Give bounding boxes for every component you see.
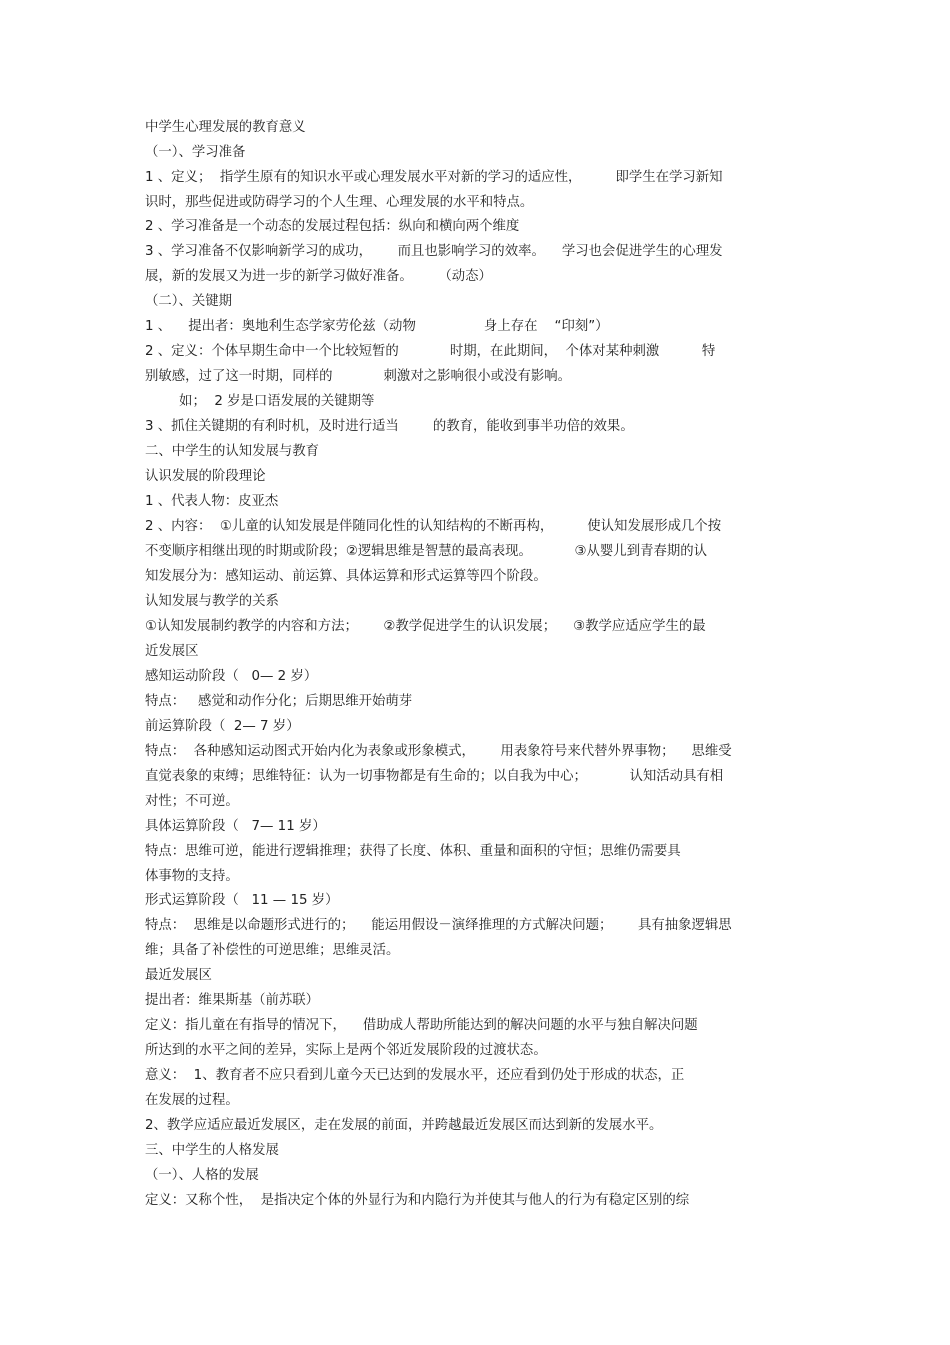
- text-line: 1 、代表人物：皮亚杰: [145, 494, 279, 509]
- text-line: 直觉表象的束缚；思维特征：认为一切事物都是有生命的；以自我为中心； 认知活动具有相: [145, 769, 724, 784]
- text-line: 维；具备了补偿性的可逆思维；思维灵活。: [145, 943, 400, 958]
- text-line: 定义：指儿童在有指导的情况下， 借助成人帮助所能达到的解决问题的水平与独自解决问题: [145, 1018, 698, 1033]
- section-heading: （一）、学习准备: [145, 145, 246, 160]
- text-line: 在发展的过程。: [145, 1093, 239, 1108]
- text-line: 不变顺序相继出现的时期或阶段；②逻辑思维是智慧的最高表现。 ③从婴儿到青春期的认: [145, 544, 708, 559]
- text-line: 定义：又称个性， 是指决定个体的外显行为和内隐行为并使其与他人的行为有稳定区别的综: [145, 1193, 690, 1208]
- text-line: 近发展区: [145, 644, 199, 659]
- subheading: 感知运动阶段（ 0— 2 岁）: [145, 669, 318, 684]
- text-line: 1 、定义； 指学生原有的知识水平或心理发展水平对新的学习的适应性， 即学生在学习新知: [145, 170, 723, 185]
- text-line: 特点： 感觉和动作分化；后期思维开始萌芽: [145, 694, 413, 709]
- section-heading: 二、中学生的认知发展与教育: [145, 444, 320, 459]
- text-line: 2、教学应适应最近发展区，走在发展的前面，并跨越最近发展区而达到新的发展水平。: [145, 1118, 663, 1133]
- text-line: 意义： 1、教育者不应只看到儿童今天已达到的发展水平，还应看到仍处于形成的状态，正: [145, 1068, 685, 1083]
- doc-title: 中学生心理发展的教育意义: [145, 120, 306, 135]
- subheading: 具体运算阶段（ 7— 11 岁）: [145, 819, 326, 834]
- text-line: 特点： 思维是以命题形式进行的； 能运用假设－演绎推理的方式解决问题； 具有抽象逻辑思: [145, 918, 732, 933]
- section-heading: （一）、人格的发展: [145, 1168, 259, 1183]
- text-line: 展，新的发展又为进一步的新学习做好准备。 （动态）: [145, 269, 492, 284]
- text-line: 如； 2 岁是口语发展的关键期等: [145, 394, 375, 409]
- text-line: 特点： 各种感知运动图式开始内化为表象或形象模式， 用表象符号来代替外界事物； 思维受: [145, 744, 732, 759]
- text-line: 1 、 提出者：奥地利生态学家劳伦兹（动物 身上存在 “印刻”）: [145, 319, 609, 334]
- text-line: ①认知发展制约教学的内容和方法； ②教学促进学生的认识发展； ③教学应适应学生的最: [145, 619, 706, 634]
- text-line: 特点：思维可逆，能进行逻辑推理；获得了长度、体积、重量和面积的守恒；思维仍需要具: [145, 844, 681, 859]
- text-line: 体事物的支持。: [145, 869, 239, 884]
- text-line: 所达到的水平之间的差异，实际上是两个邻近发展阶段的过渡状态。: [145, 1043, 547, 1058]
- subheading: 最近发展区: [145, 968, 212, 983]
- section-heading: 三、中学生的人格发展: [145, 1143, 279, 1158]
- text-line: 别敏感，过了这一时期，同样的 刺激对之影响很小或没有影响。: [145, 369, 572, 384]
- text-line: 3 、抓住关键期的有利时机，及时进行适当 的教育，能收到事半功倍的效果。: [145, 419, 634, 434]
- text-line: 2 、学习准备是一个动态的发展过程包括：纵向和横向两个维度: [145, 219, 520, 234]
- text-line: 提出者：维果斯基（前苏联）: [145, 993, 320, 1008]
- section-heading: （二）、关键期: [145, 294, 233, 309]
- subheading: 形式运算阶段（ 11 — 15 岁）: [145, 893, 339, 908]
- text-line: 知发展分为：感知运动、前运算、具体运算和形式运算等四个阶段。: [145, 569, 547, 584]
- text-line: 识时，那些促进或防碍学习的个人生理、心理发展的水平和特点。: [145, 195, 534, 210]
- text-line: 2 、内容： ①儿童的认知发展是伴随同化性的认知结构的不断再构， 使认知发展形成几个按: [145, 519, 722, 534]
- text-line: 对性；不可逆。: [145, 794, 239, 809]
- subheading: 认识发展的阶段理论: [145, 469, 266, 484]
- text-line: 2 、定义：个体早期生命中一个比较短暂的 时期，在此期间， 个体对某种刺激 特: [145, 344, 716, 359]
- subheading: 前运算阶段（ 2— 7 岁）: [145, 719, 300, 734]
- subheading: 认知发展与教学的关系: [145, 594, 279, 609]
- text-line: 3 、学习准备不仅影响新学习的成功， 而且也影响学习的效率。 学习也会促进学生的心理发: [145, 244, 723, 259]
